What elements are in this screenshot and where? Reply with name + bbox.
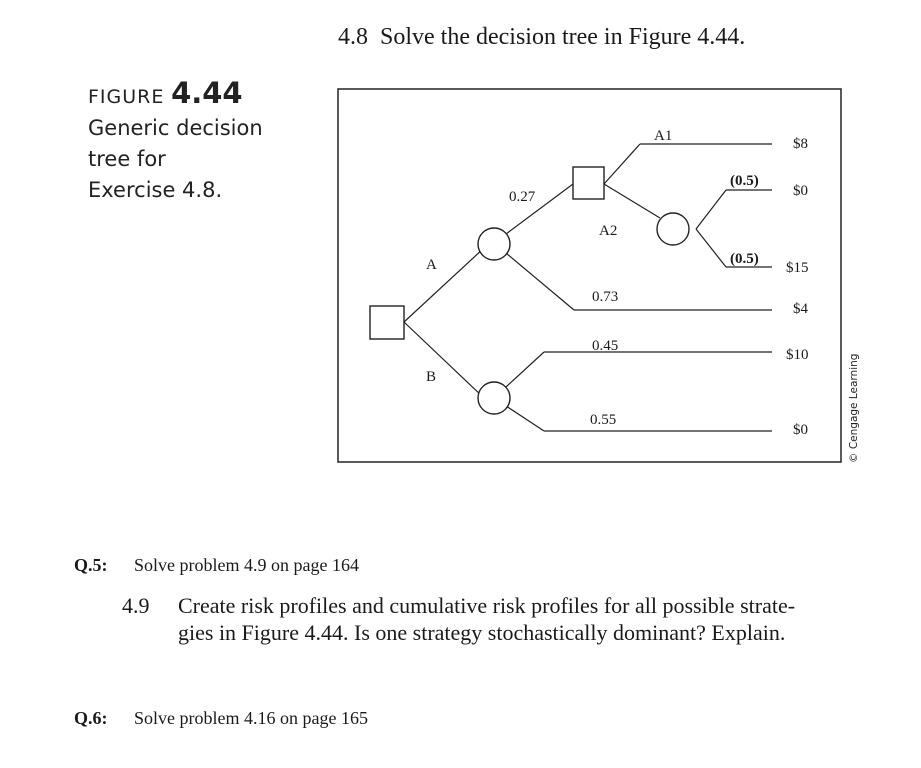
label-branch-A: A [426, 257, 437, 273]
payoff-0-top: $0 [793, 183, 808, 199]
problem-4-9-line-2: gies in Figure 4.44. Is one strategy stochastically dominant? Explain. [178, 620, 786, 645]
label-prob-027: 0.27 [509, 189, 536, 205]
decision-node-root [370, 306, 404, 339]
question-5 [74, 555, 359, 576]
question-5-number: Q.5: [74, 555, 108, 575]
figure-caption-line-2: tree for [88, 147, 166, 171]
edge-A1 [604, 144, 640, 184]
problem-4-8-text: Solve the decision tree in Figure 4.44. [380, 24, 746, 50]
chance-node-A2 [657, 213, 689, 245]
label-branch-B: B [426, 369, 437, 385]
payoff-10: $10 [786, 347, 809, 363]
problem-4-9 [122, 592, 795, 646]
edge-A2 [604, 184, 660, 218]
figure-label-number: 4.44 [171, 76, 243, 110]
problem-4-9-line-1: Create risk profiles and cumulative risk profiles for all possible strate- [178, 593, 796, 618]
label-prob-05-bottom: (0.5) [730, 251, 759, 267]
figure-caption-line-3: Exercise 4.8. [88, 178, 223, 202]
label-prob-073: 0.73 [592, 289, 619, 305]
question-6-text: Solve problem 4.16 on page 165 [134, 708, 368, 728]
question-6-number: Q.6: [74, 708, 108, 728]
figure-caption-line-1: Generic decision [88, 116, 263, 140]
payoff-4: $4 [793, 301, 808, 317]
chance-node-B [478, 382, 510, 414]
decision-node-A [573, 167, 604, 199]
label-prob-055: 0.55 [590, 412, 617, 428]
problem-4-9-number: 4.9 [122, 593, 150, 618]
question-5-text: Solve problem 4.9 on page 164 [134, 555, 359, 575]
question-6 [74, 708, 368, 729]
edge-root-to-B [404, 322, 484, 398]
problem-4-8-number: 4.8 [338, 24, 368, 50]
label-prob-045: 0.45 [592, 338, 619, 354]
figure-frame [338, 89, 841, 462]
edge-chance-top [696, 190, 726, 229]
figure-label-word: FIGURE [88, 86, 165, 108]
chance-node-A [478, 228, 510, 260]
label-decision-A2: A2 [599, 223, 618, 239]
edge-root-to-A [404, 248, 484, 322]
label-prob-05-top: (0.5) [730, 173, 759, 189]
payoff-8: $8 [793, 136, 808, 152]
payoff-0-bottom: $0 [793, 422, 808, 438]
figure-credit: © Cengage Learning [848, 353, 860, 463]
label-decision-A1: A1 [654, 128, 673, 144]
payoff-15: $15 [786, 260, 809, 276]
edge-chance-bottom [696, 229, 726, 267]
